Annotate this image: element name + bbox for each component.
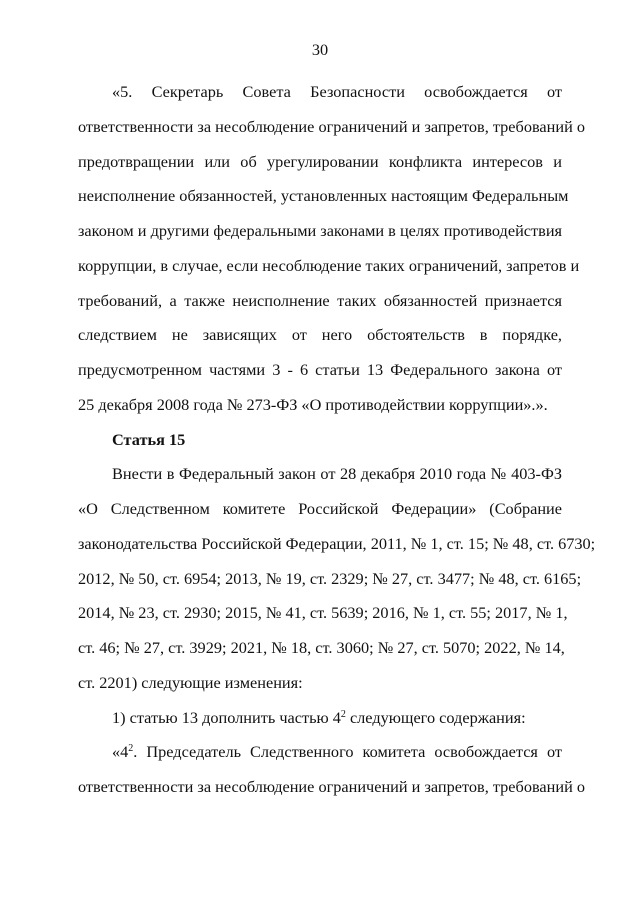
list-item-2 (112, 742, 562, 762)
text-line: ответственности за несоблюдение ограничений и запретов, требований о (78, 777, 586, 796)
text-line: «5. Секретарь Совета Безопасности освобождается от (112, 82, 562, 101)
text-line: коррупции, в случае, если несоблюдение таких ограничений, запретов и (78, 256, 580, 275)
text-line: ст. 46; № 27, ст. 3929; 2021, № 18, ст. 3060; № 27, ст. 5070; 2022, № 14, (78, 638, 565, 657)
text-line: следствием не зависящих от него обстоятельств в порядке, (78, 325, 562, 344)
text-line: неисполнение обязанностей, установленных настоящим Федеральным (78, 186, 569, 205)
text-line: 2014, № 23, ст. 2930; 2015, № 41, ст. 5639; 2016, № 1, ст. 55; 2017, № 1, (78, 603, 568, 622)
text-line: требований, а также неисполнение таких обязанностей признается (78, 291, 562, 310)
text-line: 25 декабря 2008 года № 273-ФЗ «О противодействии коррупции».». (78, 395, 548, 414)
text-line: законодательства Российской Федерации, 2011, № 1, ст. 15; № 48, ст. 6730; (78, 534, 596, 553)
text-line: законом и другими федеральными законами в целях противодействия (78, 221, 563, 240)
item-2-text: . Председатель Следственного комитета освобождается от (133, 742, 562, 761)
item-1-text: 1) статью 13 дополнить частью 4 (112, 708, 341, 727)
article-heading: Статья 15 (112, 430, 186, 449)
text-line: ст. 2201) следующие изменения: (78, 673, 303, 692)
text-line: ответственности за несоблюдение ограничений и запретов, требований о (78, 117, 586, 136)
text-line: Внести в Федеральный закон от 28 декабря 2010 года № 403-ФЗ (112, 464, 562, 483)
superscript: 2 (128, 743, 134, 754)
superscript: 2 (340, 709, 346, 720)
text-line: предотвращении или об урегулировании конфликта интересов и (78, 152, 562, 171)
text-line: предусмотренном частями 3 - 6 статьи 13 Федерального закона от (78, 360, 562, 379)
page-number: 30 (311, 40, 329, 59)
item-2-number: «$4^2$ (112, 742, 134, 761)
list-item-1 (112, 708, 562, 728)
text-line: «О Следственном комитете Российской Федерации» (Собрание (78, 499, 562, 518)
text-line: 2012, № 50, ст. 6954; 2013, № 19, ст. 2329; № 27, ст. 3477; № 48, ст. 6165; (78, 569, 582, 588)
item-1-text-end: следующего содержания: (345, 708, 526, 727)
